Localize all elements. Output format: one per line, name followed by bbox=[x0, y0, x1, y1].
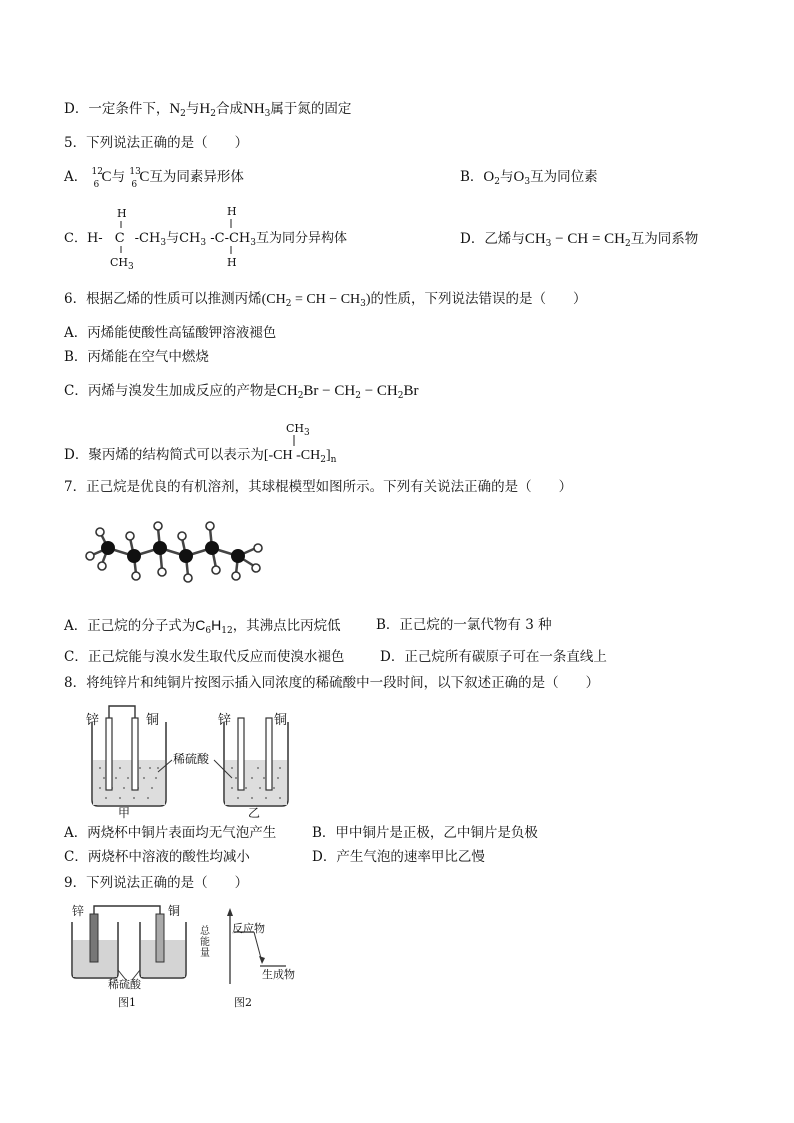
q5-c-h-top-1: H bbox=[117, 207, 127, 220]
q8-fig-acid-label: 稀硫酸 bbox=[173, 752, 210, 766]
q7-option-b: B．正己烷的一氯代物有 3 种 bbox=[376, 617, 552, 633]
q4-option-d: D．一定条件下，$N_2$与$H_2$合成$NH_3$属于氮的固定 bbox=[64, 101, 352, 119]
q8-fig-cu-1: 铜 bbox=[146, 713, 160, 728]
q8-fig-zn-2: 锌 bbox=[218, 713, 232, 728]
q7-stem: 7．正己烷是优良的有机溶剂，其球棍模型如图所示。下列有关说法正确的是（ ） bbox=[64, 479, 573, 495]
q9-fig-cu: 铜 bbox=[168, 904, 181, 918]
q8-fig-zn-1: 锌 bbox=[86, 713, 100, 728]
q9-fig2-ylabel: 总能量 bbox=[200, 926, 210, 959]
q8-option-d: D．产生气泡的速率甲比乙慢 bbox=[312, 849, 485, 865]
q7-option-a: A．正己烷的分子式为$C_6H_{12}$，其沸点比丙烷低 bbox=[64, 617, 341, 636]
q5-option-c: C．H- C $-CH_3$与$CH_3$ $-C-CH_3$互为同分异构体 bbox=[64, 231, 348, 248]
beaker-yi bbox=[224, 718, 288, 806]
q5-c-h-bottom-2: H bbox=[227, 256, 237, 269]
q5-option-b: B．$O_2$与$O_3$互为同位素 bbox=[460, 169, 598, 187]
q6-option-a: A．丙烯能使酸性高锰酸钾溶液褪色 bbox=[64, 325, 277, 341]
q7-option-c: C．正己烷能与溴水发生取代反应而使溴水褪色 bbox=[64, 649, 345, 665]
q6-option-c: C．丙烯与溴发生加成反应的产物是$CH_2Br - CH_2 - CH_2Br$ bbox=[64, 383, 419, 401]
q9-fig2-caption: 图2 bbox=[234, 996, 252, 1009]
q8-stem: 8．将纯锌片和纯铜片按图示插入同浓度的稀硫酸中一段时间，以下叙述正确的是（ ） bbox=[64, 675, 600, 691]
q9-fig-acid-label: 稀硫酸 bbox=[108, 978, 141, 991]
q8-fig-jia: 甲 bbox=[118, 806, 131, 820]
q9-stem: 9．下列说法正确的是（ ） bbox=[64, 875, 249, 891]
q9-fig1-caption: 图1 bbox=[118, 996, 136, 1009]
q9-fig2-product: 生成物 bbox=[262, 968, 295, 981]
q5-option-d: D．乙烯与$CH_3$ − CH = $CH_2$互为同系物 bbox=[460, 231, 699, 249]
q6-stem: 6．根据乙烯的性质可以推测丙烯($CH_2$ = CH − $CH_3$)的性质，下列说法错误的是（ ） bbox=[64, 291, 587, 309]
q6-option-d: D．聚丙烯的结构简式可以表示为[-CH $-CH_2]_n$ bbox=[64, 447, 337, 465]
q8-fig-cu-2: 铜 bbox=[274, 713, 288, 728]
q5-c-h-top-2: H bbox=[227, 205, 237, 218]
hexane-ball-stick-model bbox=[80, 508, 280, 598]
q5-c-ch3-bottom: $CH_3$ bbox=[110, 256, 134, 272]
q8-option-b: B．甲中铜片是正极，乙中铜片是负极 bbox=[312, 825, 538, 841]
q9-fig2-reactant: 反应物 bbox=[232, 922, 265, 935]
q6-option-b: B．丙烯能在空气中燃烧 bbox=[64, 349, 209, 365]
q8-option-c: C．两烧杯中溶液的酸性均减小 bbox=[64, 849, 250, 865]
q7-option-d: D．正己烷所有碳原子可在一条直线上 bbox=[380, 649, 607, 665]
q8-option-a: A．两烧杯中铜片表面均无气泡产生 bbox=[64, 825, 277, 841]
q5-stem: 5．下列说法正确的是（ ） bbox=[64, 135, 249, 151]
q9-fig-zn: 锌 bbox=[72, 904, 85, 918]
q8-fig-yi: 乙 bbox=[248, 806, 261, 820]
q5-option-a: A． 12 6 C与 13 6 C互为同素异形体 bbox=[64, 167, 244, 190]
q6-d-ch3: $CH_3$ bbox=[286, 422, 310, 438]
